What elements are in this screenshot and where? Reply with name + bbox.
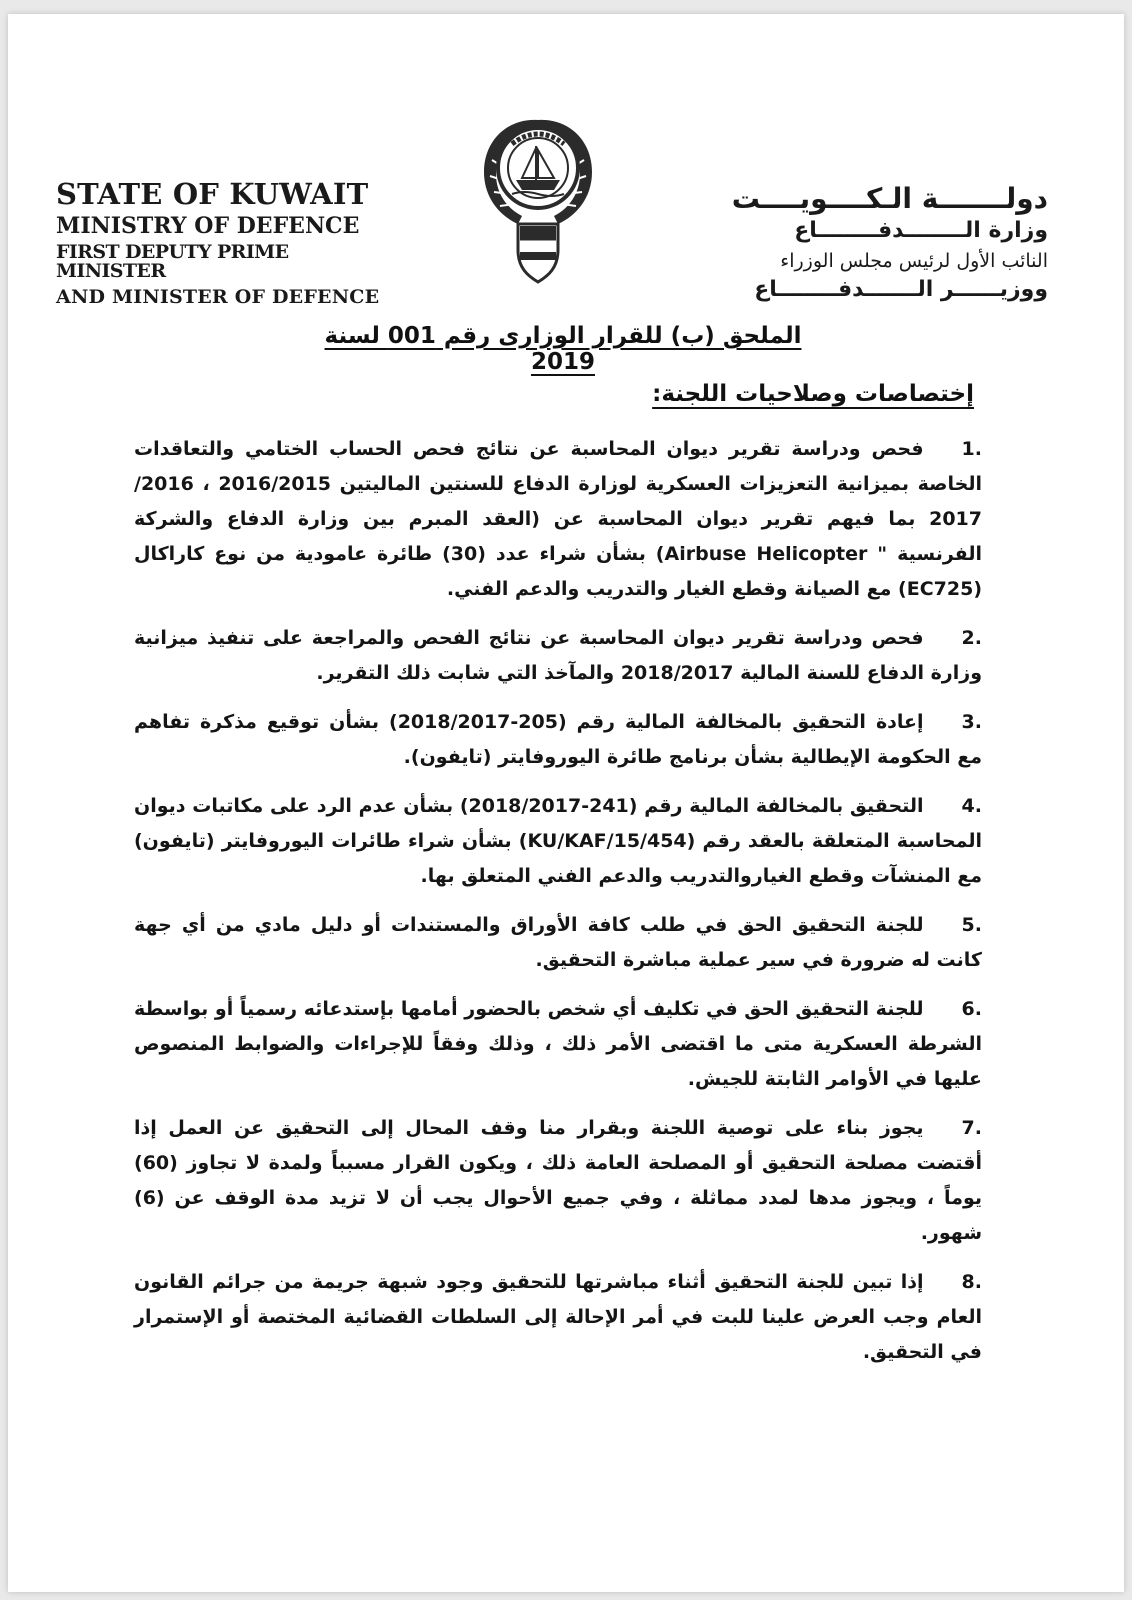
item-text: فحص ودراسة تقرير ديوان المحاسبة عن نتائج فحص الحساب الختامي والتعاقدات الخاصة بميزانية التعزيزات العسكرية لوزارة الدفاع للسنتين الماليتين 2016/2015 ، 2016/ 2017 بما فيهم تقرير ديوان المحاسبة عن (العقد المبرم بين وزارة الدفاع والشركة الفرنسية " Airbuse Helicopter) بشأن شراء عدد (30) طائرة عامودية من نوع كاراكال (EC725) مع الصيانة وقطع الغيار والتدريب والدعم الفني. (134, 438, 982, 600)
item-text: فحص ودراسة تقرير ديوان المحاسبة عن نتائج الفحص والمراجعة على تنفيذ ميزانية وزارة الدفاع للسنة المالية 2018/2017 والمآخذ التي شابت ذلك التقرير. (134, 627, 982, 684)
list-item (134, 992, 982, 1097)
item-text: إذا تبين للجنة التحقيق أثناء مباشرتها للتحقيق وجود شبهة جريمة من جرائم القانون العام وجب العرض علينا للبت في أمر الإحالة إلى السلطات القضائية المختصة أو الإستمرار في التحقيق. (134, 1271, 982, 1363)
document-page (8, 14, 1124, 1592)
item-text: يجوز بناء على توصية اللجنة وبقرار منا وقف المحال إلى التحقيق عن العمل إذا أقتضت مصلحة التحقيق أو المصلحة العامة ذلك ، ويكون القرار مسبباً ولمدة لا تجاوز (60) يوماً ، ويجوز مدها لمدد مماثلة ، وفي جميع الأحوال يجب أن لا تزيد مدة الوقف عن (6) شهور. (134, 1117, 982, 1244)
arabic-title-line1: النائب الأول لرئيس مجلس الوزراء (780, 250, 1048, 272)
arabic-state-name: دولـــــــة الـكــــويــــت (731, 182, 1048, 215)
section-heading: إختصاصات وصلاحيات اللجنة: (652, 381, 974, 407)
english-letterhead (56, 177, 386, 308)
list-item (134, 1111, 982, 1251)
emblem-graphic (478, 100, 598, 290)
arabic-title-line2: ووزيــــــر الـــــــدفــــــــاع (754, 277, 1048, 302)
list-item (134, 1265, 982, 1370)
list-item (134, 789, 982, 894)
item-text: التحقيق بالمخالفة المالية رقم (241-2018/2017) بشأن عدم الرد على مكاتبات ديوان المحاسبة المتعلقة بالعقد رقم (KU/KAF/15/454) بشأن شراء طائرات اليوروفايتر (تايفون) مع المنشآت وقطع الغياروالتدريب والدعم الفني المتعلق بها. (134, 795, 982, 887)
arabic-ministry: وزارة الــــــــدفــــــــاع (794, 218, 1048, 243)
list-item (134, 705, 982, 775)
item-number: 1. (961, 438, 982, 460)
item-number: 4. (961, 795, 982, 817)
item-number: 6. (961, 998, 982, 1020)
item-number: 3. (961, 711, 982, 733)
arabic-letterhead (728, 182, 1048, 304)
clauses-list (134, 432, 982, 1384)
list-item (134, 908, 982, 978)
letterhead-title-line1: FIRST DEPUTY PRIME MINISTER (56, 241, 289, 282)
list-item (134, 432, 982, 607)
letterhead-ministry: MINISTRY OF DEFENCE (56, 213, 360, 239)
item-number: 5. (961, 914, 982, 936)
list-item (134, 621, 982, 691)
annex-title: الملحق (ب) للقرار الوزارى رقم 001 لسنة 2019 (324, 323, 802, 375)
letterhead-state-name: STATE OF KUWAIT (56, 177, 369, 211)
letterhead-title-line2: AND MINISTER OF DEFENCE (56, 286, 380, 308)
item-text: إعادة التحقيق بالمخالفة المالية رقم (205-2018/2017) بشأن توقيع مذكرة تفاهم مع الحكومة الإيطالية بشأن برنامج طائرة اليوروفايتر (تايفون). (134, 711, 982, 768)
item-text: للجنة التحقيق الحق في طلب كافة الأوراق والمستندات أو دليل مادي من أي جهة كانت له ضرورة في سير عملية مباشرة التحقيق. (134, 914, 982, 971)
item-text: للجنة التحقيق الحق في تكليف أي شخص بالحضور أمامها بإستدعائه رسمياً أو بواسطة الشرطة العسكرية متى ما اقتضى الأمر ذلك ، وذلك وفقاً للإجراءات والضوابط المنصوص عليها في الأوامر الثابتة للجيش. (134, 998, 982, 1090)
item-number: 7. (961, 1117, 982, 1139)
kuwait-emblem-icon (478, 100, 598, 290)
item-number: 2. (961, 627, 982, 649)
item-number: 8. (961, 1271, 982, 1293)
